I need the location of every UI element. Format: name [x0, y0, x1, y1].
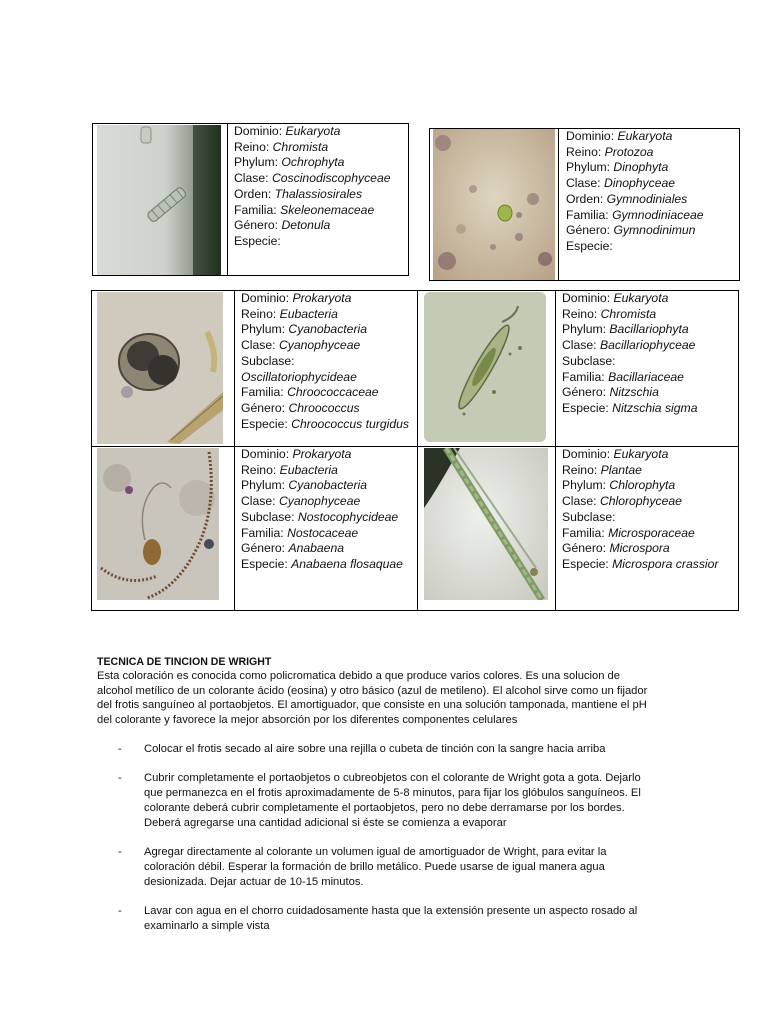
rank-label: Género:	[562, 541, 607, 556]
rank-label: Dominio:	[241, 291, 290, 305]
rank-label: Especie:	[241, 556, 288, 571]
taxon-name: Bacillariophyceae	[599, 338, 696, 353]
taxon-name: Eubacteria	[279, 306, 338, 321]
taxonomy-row	[234, 203, 404, 219]
taxon-name: Cyanobacteria	[288, 322, 368, 337]
step-line: Agregar directamente al colorante un volumen igual de amortiguador de Wright, para evitar la	[144, 846, 607, 858]
step-line: Colocar el frotis secado al aire sobre una rejilla o cubeta de tinción con la sangre hacia arriba	[144, 743, 606, 755]
rank-label: Género:	[562, 385, 607, 400]
rank-label: Género:	[241, 541, 286, 556]
taxonomy-row	[234, 187, 404, 203]
taxonomy-row	[566, 223, 738, 239]
bullet-dash: -	[118, 743, 122, 755]
taxonomy-row	[241, 557, 413, 573]
taxon-name: Eukaryota	[613, 291, 669, 305]
rank-label: Phylum:	[234, 155, 279, 170]
taxon-name: Microspora crassior	[612, 556, 719, 571]
rank-label: Clase:	[241, 494, 276, 509]
taxonomy-row	[562, 322, 734, 338]
rank-label: Clase:	[234, 171, 269, 186]
taxon-name: Anabaena flosaquae	[291, 556, 403, 571]
micrograph-detonula	[97, 125, 221, 275]
taxonomy-list	[566, 129, 738, 255]
taxonomy-row	[241, 307, 413, 323]
taxonomy-row	[562, 370, 734, 386]
step-line: coloración débil. Esperar la formación de brillo metálico. Puede usarse de igual manera agua	[144, 861, 605, 873]
rank-label: Reino:	[234, 139, 270, 154]
taxonomy-row	[241, 338, 413, 354]
section-intro	[97, 669, 697, 728]
rank-label: Subclase:	[241, 353, 295, 368]
taxon-name: Cyanophyceae	[278, 338, 361, 353]
grid-divider	[417, 290, 418, 611]
rank-label: Subclase:	[562, 509, 616, 524]
taxonomy-row	[562, 354, 734, 370]
taxonomy-row	[566, 239, 738, 255]
taxonomy-row	[566, 176, 738, 192]
rank-label: Reino:	[241, 306, 277, 321]
taxonomy-row	[562, 526, 734, 542]
taxonomy-list	[562, 291, 734, 417]
taxonomy-row	[234, 124, 404, 140]
taxon-name: Chlorophyta	[609, 478, 676, 493]
taxon-name: Bacillariophyta	[609, 322, 689, 337]
taxonomy-list	[241, 447, 413, 573]
taxon-name: Nitzschia	[609, 385, 659, 400]
taxonomy-row	[234, 234, 404, 250]
rank-label: Phylum:	[562, 322, 607, 337]
rank-label: Familia:	[566, 207, 609, 222]
rank-label: Dominio:	[562, 291, 611, 305]
taxonomy-row	[562, 447, 734, 463]
taxon-name: Eubacteria	[279, 462, 338, 477]
intro-line: del frotis sanguíneo al portaobjetos. El amortiguador, que consiste en una solución tamponada, mantiene el pH	[97, 699, 647, 712]
rank-label: Dominio:	[566, 129, 615, 143]
taxon-name: Anabaena	[288, 541, 345, 556]
taxon-name: Eukaryota	[613, 447, 669, 461]
taxon-name: Chlorophyceae	[599, 494, 682, 509]
taxon-name: Thalassiosirales	[274, 186, 363, 201]
rank-label: Phylum:	[566, 160, 611, 175]
rank-label: Clase:	[566, 176, 601, 191]
taxonomy-list	[241, 291, 413, 432]
taxon-name: Nitzschia sigma	[612, 400, 698, 415]
taxonomy-row	[566, 145, 738, 161]
taxonomy-row	[562, 307, 734, 323]
taxonomy-row	[234, 155, 404, 171]
rank-label: Reino:	[241, 462, 277, 477]
intro-line: del colorante y favorece la mejor absorción por los diferentes componentes celulares	[97, 714, 518, 727]
step-line: Deberá agregarse una cantidad adicional si éste se comienza a evaporar	[144, 817, 507, 829]
micrograph-gymnodinium	[433, 129, 555, 280]
step-line: Cubrir completamente el portaobjetos o cubreobjetos con el colorante de Wright gota a gota. Dejarlo	[144, 772, 641, 784]
taxon-name: Detonula	[281, 218, 331, 233]
rank-label: Phylum:	[241, 478, 286, 493]
rank-label: Reino:	[562, 306, 598, 321]
taxonomy-row	[562, 291, 734, 307]
taxon-name: Oscillatoriophycideae	[241, 369, 357, 384]
micrograph-nitzschia	[424, 292, 546, 442]
taxon-name: Eukaryota	[285, 124, 341, 138]
rank-label: Género:	[241, 400, 286, 415]
rank-label: Clase:	[241, 338, 276, 353]
rank-label: Clase:	[562, 338, 597, 353]
rank-label: Dominio:	[562, 447, 611, 461]
taxon-name: Chromista	[600, 306, 657, 321]
taxonomy-row	[241, 385, 413, 401]
rank-label: Dominio:	[234, 124, 283, 138]
taxonomy-row	[241, 417, 413, 433]
step-line: que permanezca en el frotis aproximadamente de 5-8 minutos, para fijar los glóbulos sanguíneos. El	[144, 787, 641, 799]
rank-label: Familia:	[234, 202, 277, 217]
section-title: TECNICA DE TINCION DE WRIGHT	[97, 656, 272, 668]
taxon-name: Chroococcus	[288, 400, 360, 415]
micrograph-microspora	[424, 448, 548, 600]
taxonomy-row	[562, 385, 734, 401]
rank-label: Phylum:	[241, 322, 286, 337]
taxonomy-list	[562, 447, 734, 573]
taxonomy-row	[562, 463, 734, 479]
taxonomy-row	[566, 129, 738, 145]
taxonomy-row	[241, 510, 413, 526]
rank-label: Especie:	[562, 400, 609, 415]
step-line: desionizada. Dejar actuar de 10-15 minutos.	[144, 876, 364, 888]
step-line: Lavar con agua en el chorro cuidadosamente hasta que la extensión presente un aspecto rosado al	[144, 905, 638, 917]
rank-label: Orden:	[566, 191, 604, 206]
rank-label: Especie:	[566, 238, 613, 253]
rank-label: Familia:	[241, 385, 284, 400]
rank-label: Reino:	[562, 462, 598, 477]
taxon-name: Prokaryota	[292, 447, 352, 461]
bullet-dash: -	[118, 905, 122, 917]
taxonomy-row	[241, 463, 413, 479]
rank-label: Familia:	[562, 369, 605, 384]
card-divider	[227, 123, 228, 276]
taxon-name: Gymnodinimun	[613, 223, 696, 238]
taxonomy-row	[241, 291, 413, 307]
taxon-name: Ochrophyta	[281, 155, 345, 170]
taxonomy-row	[566, 160, 738, 176]
taxon-name: Skeleonemaceae	[280, 202, 375, 217]
rank-label: Familia:	[241, 525, 284, 540]
rank-label: Clase:	[562, 494, 597, 509]
rank-label: Especie:	[562, 556, 609, 571]
taxon-name: Prokaryota	[292, 291, 352, 305]
rank-label: Dominio:	[241, 447, 290, 461]
taxonomy-row	[241, 526, 413, 542]
intro-line: alcohol metílico de un colorante ácido (eosina) y otro básico (azul de metileno). El alcohol sirve como un fijador	[97, 684, 648, 697]
micrograph-anabaena	[97, 448, 219, 600]
taxon-name: Gymnodiniaceae	[612, 207, 704, 222]
taxon-name: Coscinodiscophyceae	[271, 171, 391, 186]
taxonomy-row	[241, 494, 413, 510]
step-line: colorante deberá cubrir completamente el portaobjetos, pero no debe derramarse por los bordes.	[144, 802, 625, 814]
step-line: examinarlo a simple vista	[144, 920, 270, 932]
bullet-dash: -	[118, 772, 122, 784]
taxonomy-row	[241, 401, 413, 417]
taxonomy-row	[241, 447, 413, 463]
taxonomy-row	[234, 218, 404, 234]
taxon-name: Eukaryota	[617, 129, 673, 143]
rank-label: Género:	[566, 223, 611, 238]
rank-label: Reino:	[566, 144, 602, 159]
taxonomy-row	[562, 494, 734, 510]
taxonomy-row	[562, 510, 734, 526]
taxon-name: Nostocaceae	[287, 525, 359, 540]
rank-label: Subclase:	[241, 509, 295, 524]
taxon-name: Chroococcaceae	[287, 385, 379, 400]
rank-label: Especie:	[234, 233, 281, 248]
taxonomy-row	[562, 401, 734, 417]
taxonomy-row	[241, 322, 413, 338]
taxon-name: Gymnodiniales	[606, 191, 688, 206]
rank-label: Subclase:	[562, 353, 616, 368]
taxonomy-row	[241, 541, 413, 557]
taxonomy-row	[566, 208, 738, 224]
taxon-name: Chroococcus turgidus	[291, 416, 410, 431]
taxonomy-row	[234, 140, 404, 156]
rank-label: Especie:	[241, 416, 288, 431]
rank-label: Phylum:	[562, 478, 607, 493]
taxonomy-row	[562, 478, 734, 494]
taxon-name: Microspora	[609, 541, 670, 556]
taxonomy-row	[241, 478, 413, 494]
taxon-name: Cyanobacteria	[288, 478, 368, 493]
taxon-name: Microsporaceae	[608, 525, 695, 540]
taxonomy-row	[562, 541, 734, 557]
taxon-name: Dinophyceae	[603, 176, 676, 191]
taxonomy-list	[234, 124, 404, 250]
micrograph-chroococcus	[97, 292, 223, 444]
bullet-dash: -	[118, 846, 122, 858]
rank-label: Familia:	[562, 525, 605, 540]
taxon-name: Dinophyta	[613, 160, 669, 175]
taxon-name: Chromista	[272, 139, 329, 154]
taxonomy-row	[562, 338, 734, 354]
taxon-name: Protozoa	[604, 144, 654, 159]
intro-line: Esta coloración es conocida como policromatica debido a que produce varios colores. Es una solucion de	[97, 670, 621, 682]
taxon-name: Cyanophyceae	[278, 494, 361, 509]
rank-label: Género:	[234, 218, 279, 233]
card-divider	[558, 128, 559, 281]
taxon-name: Plantae	[600, 462, 642, 477]
taxonomy-row	[234, 171, 404, 187]
grid-divider	[234, 290, 235, 611]
taxonomy-row	[566, 192, 738, 208]
taxonomy-row	[562, 557, 734, 573]
grid-divider	[555, 290, 556, 611]
taxonomy-row	[241, 354, 413, 385]
taxon-name: Nostocophycideae	[297, 509, 399, 524]
rank-label: Orden:	[234, 186, 272, 201]
taxon-name: Bacillariaceae	[608, 369, 684, 384]
